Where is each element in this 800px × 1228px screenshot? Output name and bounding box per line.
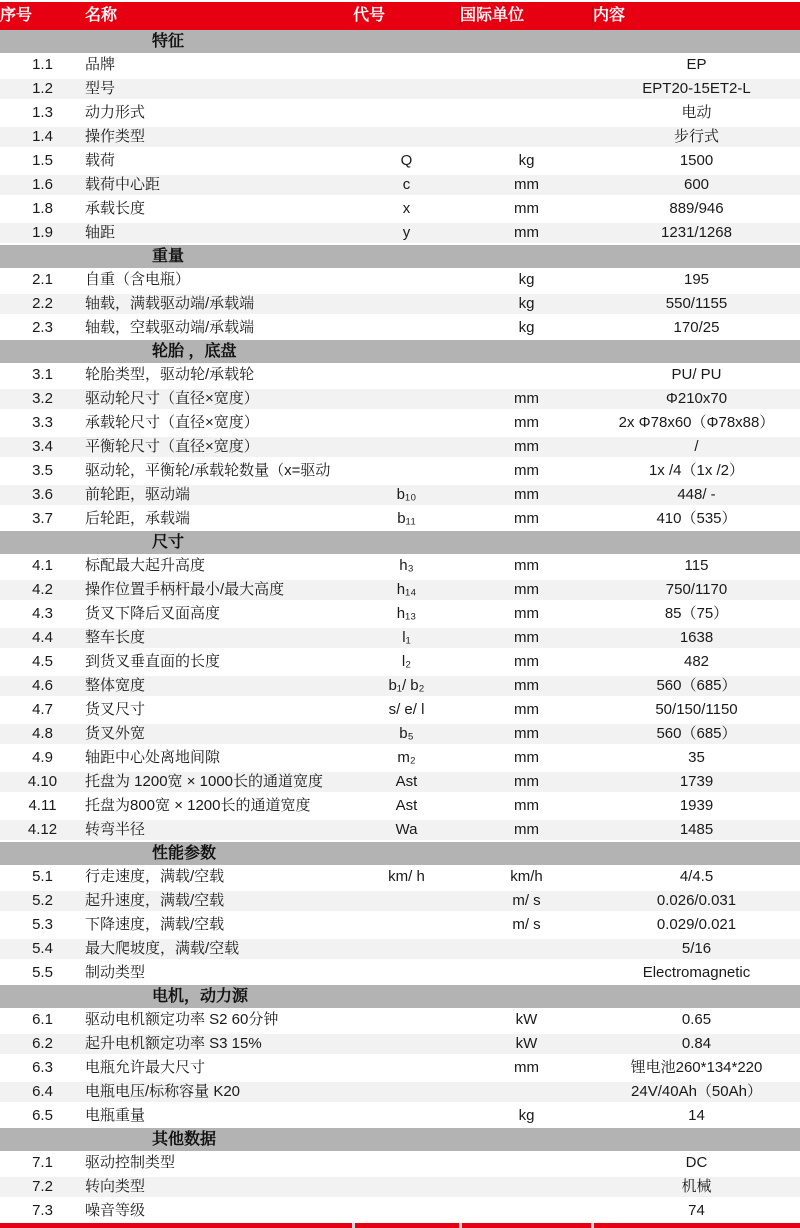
row-value: 1939 bbox=[679, 797, 714, 814]
row-symbol bbox=[353, 270, 460, 290]
row-unit: mm bbox=[514, 797, 539, 814]
column-header-symbol: 代号 bbox=[353, 7, 386, 24]
row-value: 0.84 bbox=[681, 1035, 712, 1052]
row-name: 轴载，满载驱动端/承载端 bbox=[85, 295, 255, 312]
row-value: 步行式 bbox=[673, 128, 719, 145]
row-value: 2x Φ78x60（Φ78x88） bbox=[618, 414, 775, 431]
row-name: 承载长度 bbox=[85, 200, 146, 217]
table-row bbox=[0, 722, 800, 746]
row-index: 3.4 bbox=[32, 438, 53, 455]
row-index: 5.1 bbox=[32, 868, 53, 885]
row-symbol bbox=[353, 55, 460, 75]
table-row bbox=[0, 507, 800, 531]
row-symbol: h₁₄ bbox=[396, 581, 417, 598]
row-symbol: h₃ bbox=[399, 557, 414, 574]
row-name: 轴距 bbox=[85, 224, 116, 241]
row-symbol bbox=[353, 365, 460, 385]
row-value: PU/ PU bbox=[671, 366, 722, 383]
row-name: 下降速度，满载/空载 bbox=[85, 916, 225, 933]
row-index: 3.2 bbox=[32, 390, 53, 407]
row-symbol bbox=[353, 915, 460, 935]
row-unit: mm bbox=[514, 224, 539, 241]
spec-table-body bbox=[0, 30, 800, 1223]
row-value: 410（535） bbox=[656, 510, 737, 527]
table-row bbox=[0, 674, 800, 698]
row-value: 35 bbox=[688, 749, 705, 766]
row-index: 2.3 bbox=[32, 319, 53, 336]
row-value: 448/ - bbox=[677, 486, 716, 503]
row-name: 动力形式 bbox=[85, 104, 146, 121]
row-index: 6.4 bbox=[32, 1083, 53, 1100]
row-unit: mm bbox=[514, 486, 539, 503]
row-value: 600 bbox=[683, 176, 710, 193]
table-row bbox=[0, 937, 800, 961]
table-row bbox=[0, 125, 800, 149]
row-unit: mm bbox=[514, 557, 539, 574]
row-index: 3.3 bbox=[32, 414, 53, 431]
row-name: 平衡轮尺寸（直径×宽度） bbox=[85, 438, 259, 455]
row-unit: mm bbox=[514, 390, 539, 407]
row-value: / bbox=[694, 438, 699, 455]
row-name: 行走速度，满载/空载 bbox=[85, 868, 225, 885]
row-symbol bbox=[353, 318, 460, 338]
row-symbol bbox=[353, 294, 460, 314]
table-row bbox=[0, 602, 800, 626]
row-value: 750/1170 bbox=[665, 581, 728, 598]
row-value: 50/150/1150 bbox=[655, 701, 738, 718]
column-header-name: 名称 bbox=[85, 7, 118, 24]
section-header-row bbox=[0, 842, 800, 865]
row-unit: mm bbox=[514, 629, 539, 646]
row-index: 4.4 bbox=[32, 629, 53, 646]
row-index: 4.6 bbox=[32, 677, 53, 694]
row-name: 整车长度 bbox=[85, 629, 146, 646]
table-row bbox=[0, 173, 800, 197]
row-unit: m/ s bbox=[512, 892, 541, 909]
row-value: 0.029/0.021 bbox=[656, 916, 737, 933]
section-header-row bbox=[0, 1128, 800, 1151]
row-name: 品牌 bbox=[85, 56, 116, 73]
table-bottom-bar bbox=[0, 1223, 800, 1228]
table-row bbox=[0, 221, 800, 245]
row-name: 货叉下降后叉面高度 bbox=[85, 605, 221, 622]
row-unit: mm bbox=[514, 176, 539, 193]
bottom-bar-divider bbox=[591, 1223, 594, 1228]
table-header-row bbox=[0, 2, 800, 30]
table-row bbox=[0, 746, 800, 770]
row-unit bbox=[460, 103, 593, 123]
row-value: 85（75） bbox=[664, 605, 729, 622]
row-symbol bbox=[353, 437, 460, 457]
row-value: 1739 bbox=[679, 773, 714, 790]
row-unit bbox=[460, 1082, 593, 1102]
row-symbol: Q bbox=[400, 152, 413, 169]
row-unit: mm bbox=[514, 1059, 539, 1076]
row-name: 后轮距，承载端 bbox=[85, 510, 191, 527]
table-row bbox=[0, 268, 800, 292]
table-row bbox=[0, 363, 800, 387]
section-header-row bbox=[0, 245, 800, 268]
row-value: 锂电池260*134*220 bbox=[630, 1059, 763, 1076]
row-unit: kW bbox=[515, 1035, 538, 1052]
section-title: 特征 bbox=[152, 33, 185, 50]
table-row bbox=[0, 554, 800, 578]
row-unit: mm bbox=[514, 581, 539, 598]
row-name: 托盘为 1200宽 × 1000长的通道宽度 bbox=[85, 773, 324, 790]
table-row bbox=[0, 459, 800, 483]
row-index: 4.5 bbox=[32, 653, 53, 670]
row-name: 自重（含电瓶） bbox=[85, 271, 191, 288]
section-title: 尺寸 bbox=[152, 534, 185, 551]
row-index: 1.5 bbox=[32, 152, 53, 169]
row-symbol: Wa bbox=[395, 821, 418, 838]
row-index: 3.6 bbox=[32, 486, 53, 503]
row-index: 5.4 bbox=[32, 940, 53, 957]
row-unit bbox=[460, 127, 593, 147]
row-index: 4.1 bbox=[32, 557, 53, 574]
row-unit: mm bbox=[514, 653, 539, 670]
row-value: 482 bbox=[683, 653, 710, 670]
row-name: 驱动轮，平衡轮/承载轮数量（x=驱动 bbox=[85, 462, 331, 479]
row-symbol bbox=[353, 1034, 460, 1054]
row-name: 货叉外宽 bbox=[85, 725, 146, 742]
row-unit: kg bbox=[518, 152, 535, 169]
table-row bbox=[0, 197, 800, 221]
row-symbol: Ast bbox=[395, 773, 418, 790]
row-unit bbox=[460, 939, 593, 959]
row-index: 5.5 bbox=[32, 964, 53, 981]
row-name: 电瓶电压/标称容量 K20 bbox=[85, 1083, 241, 1100]
row-value: 0.65 bbox=[681, 1011, 712, 1028]
row-value: 5/16 bbox=[681, 940, 712, 957]
row-name: 轮胎类型，驱动轮/承载轮 bbox=[85, 366, 255, 383]
row-value: 电动 bbox=[681, 104, 712, 121]
row-unit: km/h bbox=[510, 868, 543, 885]
row-unit bbox=[460, 1177, 593, 1197]
row-unit bbox=[460, 963, 593, 983]
column-header-index: 序号 bbox=[0, 7, 33, 24]
row-name: 最大爬坡度，满载/空载 bbox=[85, 940, 240, 957]
row-index: 7.1 bbox=[32, 1154, 53, 1171]
row-symbol bbox=[353, 1153, 460, 1173]
row-value: 0.026/0.031 bbox=[656, 892, 737, 909]
table-row bbox=[0, 53, 800, 77]
row-index: 1.2 bbox=[32, 80, 53, 97]
table-row bbox=[0, 1056, 800, 1080]
header-divider bbox=[592, 6, 593, 26]
row-unit: kg bbox=[518, 271, 535, 288]
row-name: 轴载，空载驱动端/承载端 bbox=[85, 319, 255, 336]
row-name: 货叉尺寸 bbox=[85, 701, 146, 718]
row-value: 550/1155 bbox=[665, 295, 728, 312]
row-index: 4.11 bbox=[28, 797, 57, 814]
table-row bbox=[0, 913, 800, 937]
row-name: 转弯半径 bbox=[85, 821, 146, 838]
row-symbol bbox=[353, 891, 460, 911]
row-index: 3.7 bbox=[32, 510, 53, 527]
row-unit: mm bbox=[514, 773, 539, 790]
table-row bbox=[0, 387, 800, 411]
table-row bbox=[0, 770, 800, 794]
row-index: 3.5 bbox=[32, 462, 53, 479]
row-symbol: m₂ bbox=[397, 749, 416, 766]
row-symbol: x bbox=[402, 200, 411, 217]
row-name: 轴距中心处离地间隙 bbox=[85, 749, 221, 766]
table-row bbox=[0, 435, 800, 459]
row-unit bbox=[460, 1153, 593, 1173]
row-value: Electromagnetic bbox=[642, 964, 751, 981]
row-name: 操作类型 bbox=[85, 128, 146, 145]
header-divider bbox=[353, 6, 354, 26]
row-name: 噪音等级 bbox=[85, 1202, 146, 1219]
table-row bbox=[0, 1199, 800, 1223]
row-index: 2.1 bbox=[32, 271, 53, 288]
row-symbol bbox=[353, 1106, 460, 1126]
row-index: 4.10 bbox=[27, 773, 58, 790]
row-unit bbox=[460, 79, 593, 99]
row-name: 整体宽度 bbox=[85, 677, 146, 694]
row-name: 到货叉垂直面的长度 bbox=[85, 653, 221, 670]
row-symbol: l₂ bbox=[401, 653, 412, 670]
section-header-row bbox=[0, 340, 800, 363]
row-value: 115 bbox=[684, 557, 709, 574]
row-value: Φ210x70 bbox=[665, 390, 728, 407]
row-unit: m/ s bbox=[512, 916, 541, 933]
row-name: 载荷中心距 bbox=[85, 176, 161, 193]
row-value: EP bbox=[686, 56, 707, 73]
row-value: 1x /4（1x /2） bbox=[648, 462, 745, 479]
column-header-content: 内容 bbox=[593, 7, 626, 24]
row-symbol: c bbox=[402, 176, 411, 193]
row-unit: mm bbox=[514, 414, 539, 431]
table-row bbox=[0, 101, 800, 125]
row-unit: mm bbox=[514, 438, 539, 455]
row-symbol: b₁₀ bbox=[396, 486, 417, 503]
column-header-unit: 国际单位 bbox=[460, 7, 525, 24]
table-row bbox=[0, 483, 800, 507]
row-value: 1231/1268 bbox=[661, 224, 732, 241]
row-symbol bbox=[353, 79, 460, 99]
row-symbol: s/ e/ l bbox=[388, 701, 425, 718]
row-symbol bbox=[353, 461, 460, 481]
row-index: 3.1 bbox=[32, 366, 53, 383]
row-unit: mm bbox=[514, 510, 539, 527]
row-unit bbox=[460, 365, 593, 385]
row-symbol: y bbox=[402, 224, 411, 241]
table-row bbox=[0, 818, 800, 842]
row-index: 4.2 bbox=[32, 581, 53, 598]
row-value: 195 bbox=[683, 271, 710, 288]
row-value: 机械 bbox=[681, 1178, 712, 1195]
row-name: 承载轮尺寸（直径×宽度） bbox=[85, 414, 259, 431]
section-title: 轮胎 ，底盘 bbox=[152, 343, 237, 360]
table-row bbox=[0, 961, 800, 985]
row-index: 1.1 bbox=[32, 56, 53, 73]
row-index: 2.2 bbox=[32, 295, 53, 312]
table-row bbox=[0, 794, 800, 818]
row-value: 889/946 bbox=[669, 200, 724, 217]
row-unit: mm bbox=[514, 725, 539, 742]
row-unit: kg bbox=[518, 319, 535, 336]
row-symbol: b₅ bbox=[399, 725, 414, 742]
row-index: 5.3 bbox=[32, 916, 53, 933]
row-unit: mm bbox=[514, 462, 539, 479]
row-symbol bbox=[353, 127, 460, 147]
row-index: 7.2 bbox=[32, 1178, 53, 1195]
row-unit: kg bbox=[518, 1107, 535, 1124]
row-value: EPT20-15ET2-L bbox=[642, 80, 751, 97]
row-index: 4.3 bbox=[32, 605, 53, 622]
row-unit: mm bbox=[514, 677, 539, 694]
row-index: 4.8 bbox=[32, 725, 53, 742]
table-row bbox=[0, 1080, 800, 1104]
row-symbol bbox=[353, 389, 460, 409]
header-divider bbox=[460, 6, 461, 26]
table-row bbox=[0, 411, 800, 435]
row-name: 载荷 bbox=[85, 152, 116, 169]
row-name: 电瓶允许最大尺寸 bbox=[85, 1059, 206, 1076]
row-name: 前轮距，驱动端 bbox=[85, 486, 191, 503]
table-row bbox=[0, 292, 800, 316]
table-row bbox=[0, 1008, 800, 1032]
bottom-bar-divider bbox=[352, 1223, 355, 1228]
row-symbol: h₁₃ bbox=[396, 605, 417, 622]
row-symbol bbox=[353, 1201, 460, 1221]
row-unit: mm bbox=[514, 749, 539, 766]
table-row bbox=[0, 77, 800, 101]
row-symbol bbox=[353, 1177, 460, 1197]
row-unit: kg bbox=[518, 295, 535, 312]
row-index: 1.9 bbox=[32, 224, 53, 241]
row-index: 7.3 bbox=[32, 1202, 53, 1219]
row-index: 6.3 bbox=[32, 1059, 53, 1076]
row-index: 1.6 bbox=[32, 176, 53, 193]
row-name: 驱动电机额定功率 S2 60分钟 bbox=[85, 1011, 279, 1028]
row-value: 1485 bbox=[679, 821, 714, 838]
row-name: 起升速度，满载/空载 bbox=[85, 892, 225, 909]
table-row bbox=[0, 1032, 800, 1056]
row-name: 电瓶重量 bbox=[85, 1107, 146, 1124]
row-name: 驱动控制类型 bbox=[85, 1154, 176, 1171]
row-index: 1.4 bbox=[32, 128, 53, 145]
section-header-row bbox=[0, 30, 800, 53]
row-symbol bbox=[353, 1058, 460, 1078]
row-value: 74 bbox=[688, 1202, 705, 1219]
row-symbol bbox=[353, 963, 460, 983]
row-index: 6.1 bbox=[32, 1011, 53, 1028]
table-row bbox=[0, 1175, 800, 1199]
row-symbol bbox=[353, 1082, 460, 1102]
row-symbol bbox=[353, 1010, 460, 1030]
row-value: 1500 bbox=[679, 152, 714, 169]
table-row bbox=[0, 626, 800, 650]
row-symbol: b₁₁ bbox=[397, 510, 416, 527]
table-row bbox=[0, 1151, 800, 1175]
row-index: 6.5 bbox=[32, 1107, 53, 1124]
section-title: 其他数据 bbox=[152, 1131, 217, 1148]
table-row bbox=[0, 1104, 800, 1128]
row-name: 起升电机额定功率 S3 15% bbox=[85, 1035, 262, 1052]
table-row bbox=[0, 650, 800, 674]
row-value: 170/25 bbox=[673, 319, 720, 336]
row-name: 驱动轮尺寸（直径×宽度） bbox=[85, 390, 259, 407]
row-symbol: Ast bbox=[395, 797, 418, 814]
row-unit: kW bbox=[515, 1011, 538, 1028]
row-unit: mm bbox=[514, 821, 539, 838]
row-name: 转向类型 bbox=[85, 1178, 146, 1195]
row-value: 560（685） bbox=[656, 677, 737, 694]
row-index: 4.9 bbox=[32, 749, 53, 766]
row-unit: mm bbox=[514, 701, 539, 718]
table-row bbox=[0, 578, 800, 602]
row-index: 1.3 bbox=[32, 104, 53, 121]
section-title: 重量 bbox=[152, 248, 185, 265]
row-unit bbox=[460, 1201, 593, 1221]
row-unit bbox=[460, 55, 593, 75]
row-index: 4.7 bbox=[32, 701, 53, 718]
row-index: 4.12 bbox=[27, 821, 58, 838]
table-row bbox=[0, 889, 800, 913]
row-symbol bbox=[353, 939, 460, 959]
row-symbol: b₁/ b₂ bbox=[388, 677, 425, 694]
row-index: 6.2 bbox=[32, 1035, 53, 1052]
row-name: 型号 bbox=[85, 80, 116, 97]
row-symbol: km/ h bbox=[388, 868, 425, 885]
section-title: 性能参数 bbox=[152, 845, 217, 862]
bottom-bar-divider bbox=[459, 1223, 462, 1228]
row-name: 操作位置手柄杆最小/最大高度 bbox=[85, 581, 285, 598]
section-header-row bbox=[0, 531, 800, 554]
row-value: 4/4.5 bbox=[679, 868, 714, 885]
section-title: 电机，动力源 bbox=[152, 988, 249, 1005]
row-value: 1638 bbox=[679, 629, 714, 646]
row-symbol bbox=[353, 103, 460, 123]
section-header-row bbox=[0, 985, 800, 1008]
table-row bbox=[0, 865, 800, 889]
row-value: 14 bbox=[688, 1107, 705, 1124]
row-name: 标配最大起升高度 bbox=[85, 557, 206, 574]
row-symbol: l₁ bbox=[402, 629, 411, 646]
table-row bbox=[0, 149, 800, 173]
row-index: 1.8 bbox=[32, 200, 53, 217]
row-value: DC bbox=[685, 1154, 708, 1171]
row-value: 24V/40Ah（50Ah） bbox=[631, 1083, 762, 1100]
table-row bbox=[0, 316, 800, 340]
row-unit: mm bbox=[514, 200, 539, 217]
row-name: 制动类型 bbox=[85, 964, 146, 981]
row-index: 5.2 bbox=[32, 892, 53, 909]
row-symbol bbox=[353, 413, 460, 433]
row-value: 560（685） bbox=[656, 725, 737, 742]
row-name: 托盘为800宽 × 1200长的通道宽度 bbox=[85, 797, 311, 814]
table-row bbox=[0, 698, 800, 722]
row-unit: mm bbox=[514, 605, 539, 622]
